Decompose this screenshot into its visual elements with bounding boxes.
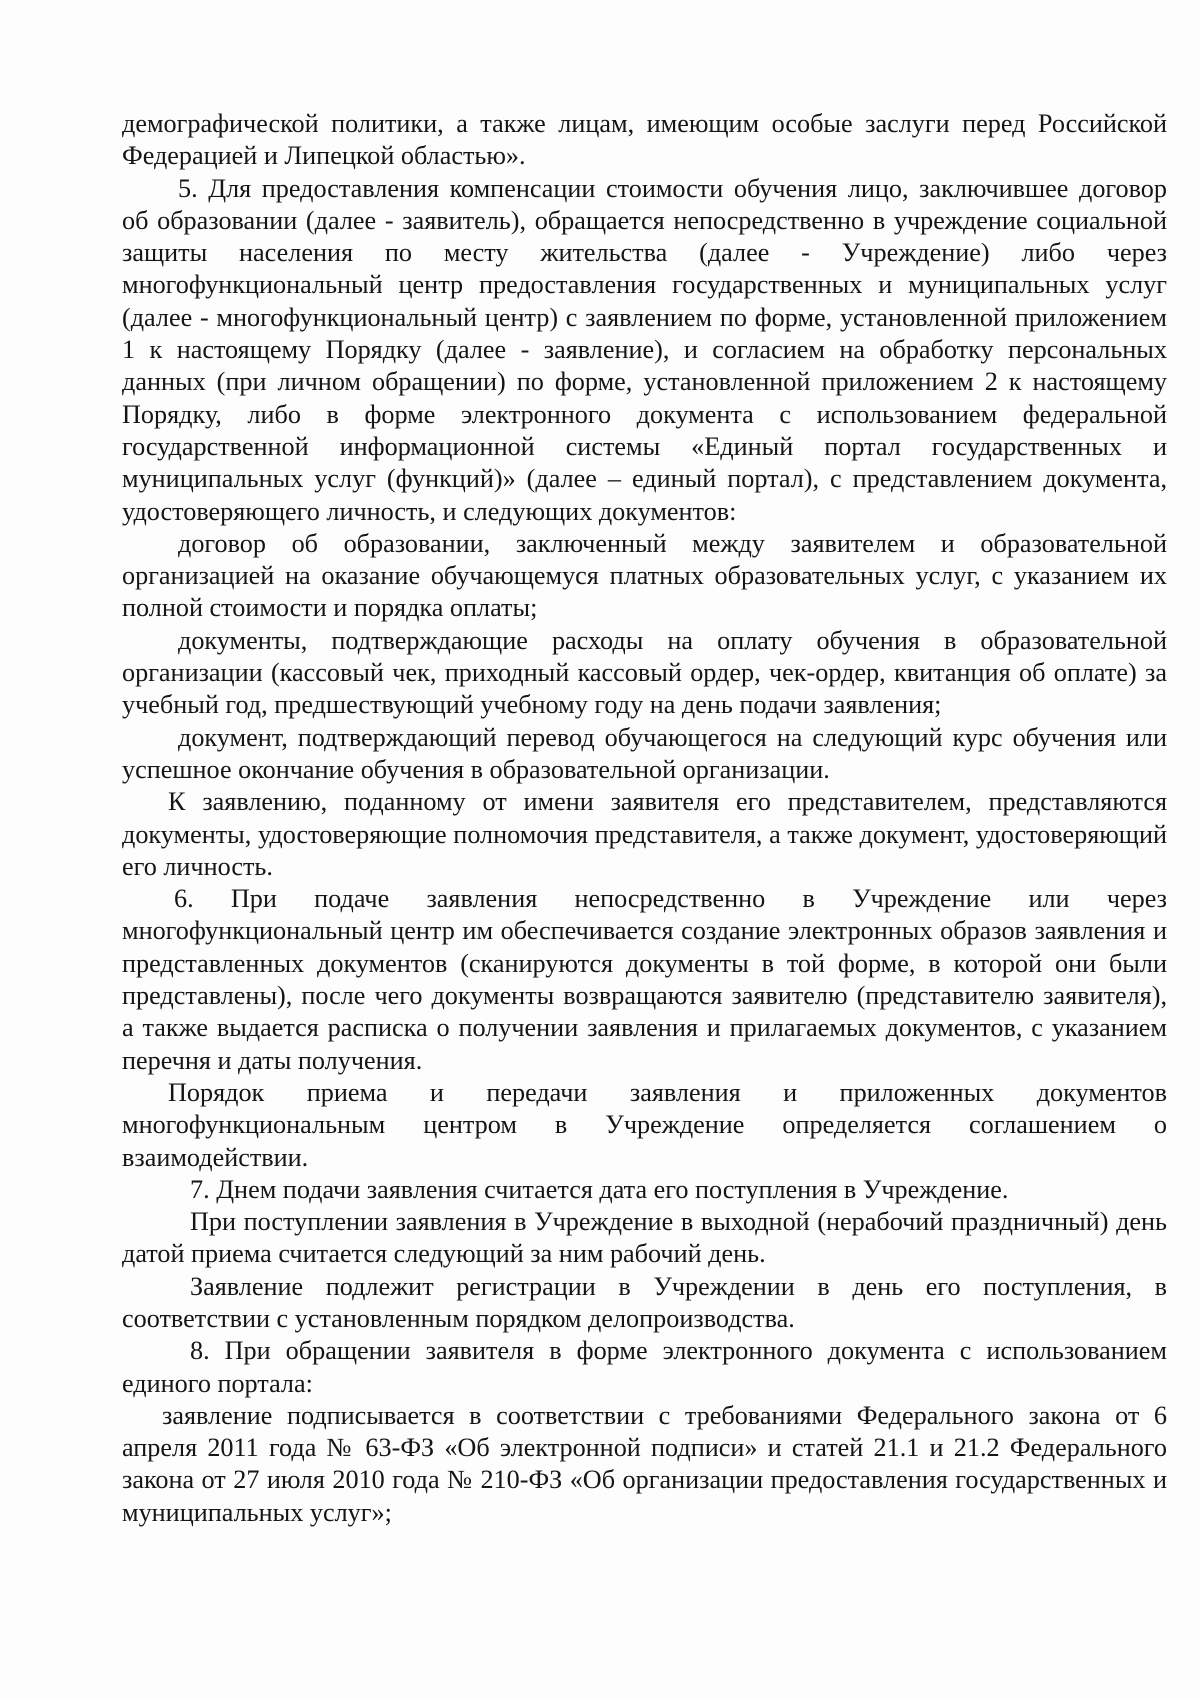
paragraph-holiday-rule: При поступлении заявления в Учреждение в выходной (нерабочий праздничный) день датой приема считается следующий за ним рабочий день. — [122, 1207, 1167, 1269]
paragraph-representative: К заявлению, поданному от имени заявителя его представителем, представляются документы, удостоверяющие полномочия представителя, а также документ, удостоверяющий его личность. — [122, 787, 1167, 881]
paragraph-transfer-document: документ, подтверждающий перевод обучающегося на следующий курс обучения или успешное окончание обучения в образовательной организации. — [122, 722, 1167, 784]
paragraph-item-5: 5. Для предоставления компенсации стоимости обучения лицо, заключившее договор об образовании (далее - заявитель), обращается непосредственно в учреждение социальной защиты населения по месту жительства (далее - Учреждение) либо через многофункциональный центр предоставления государственных и муниципальных услуг (далее - многофункциональный центр) с заявлением по форме, установленной приложением 1 к настоящему Порядку (далее - заявление), и согласием на обработку персональных данных (при личном обращении) по форме, установленной приложением 2 к настоящему Порядку, либо в форме электронного документа с использованием федеральной государственной информационной системы «Единый портал государственных и муниципальных услуг (функций)» (далее – единый портал), с представлением документа, удостоверяющего личность, и следующих документов: — [122, 173, 1167, 526]
paragraph-registration: Заявление подлежит регистрации в Учреждении в день его поступления, в соответствии с установленным порядком делопроизводства. — [122, 1271, 1167, 1333]
paragraph-item-7: 7. Днем подачи заявления считается дата его поступления в Учреждение. — [190, 1174, 1009, 1204]
paragraph-mfc-procedure: Порядок приема и передачи заявления и приложенных документов многофункциональным центром в Учреждение определяется соглашением о взаимодействии. — [122, 1077, 1167, 1172]
paragraph-item-8: 8. При обращении заявителя в форме электронного документа с использованием единого портала: — [122, 1336, 1167, 1398]
document-body — [122, 108, 1167, 1529]
paragraph-continuation: демографической политики, а также лицам, имеющим особые заслуги перед Российской Федерацией и Липецкой областью». — [122, 109, 1167, 171]
paragraph-contract: договор об образовании, заключенный между заявителем и образовательной организацией на оказание обучающемуся платных образовательных услуг, с указанием их полной стоимости и порядка оплаты; — [122, 528, 1167, 623]
paragraph-item-6: 6. При подаче заявления непосредственно в Учреждение или через многофункциональный центр им обеспечивается создание электронных образов заявления и представленных документов (сканируются документы в той форме, в которой они были представлены), после чего документы возвращаются заявителю (представителю заявителя), а также выдается расписка о получении заявления и прилагаемых документов, с указанием перечня и даты получения. — [122, 884, 1167, 1075]
paragraph-payment-documents: документы, подтверждающие расходы на оплату обучения в образовательной организации (кассовый чек, приходный кассовый ордер, чек-ордер, квитанция об оплате) за учебный год, предшествующий учебному году на день подачи заявления; — [122, 625, 1167, 720]
paragraph-signature-requirements: заявление подписывается в соответствии с требованиями Федерального закона от 6 апреля 2011 года № 63-ФЗ «Об электронной подписи» и статей 21.1 и 21.2 Федерального закона от 27 июля 2010 года № 210-ФЗ «Об организации предоставления государственных и муниципальных услуг»; — [122, 1400, 1167, 1527]
